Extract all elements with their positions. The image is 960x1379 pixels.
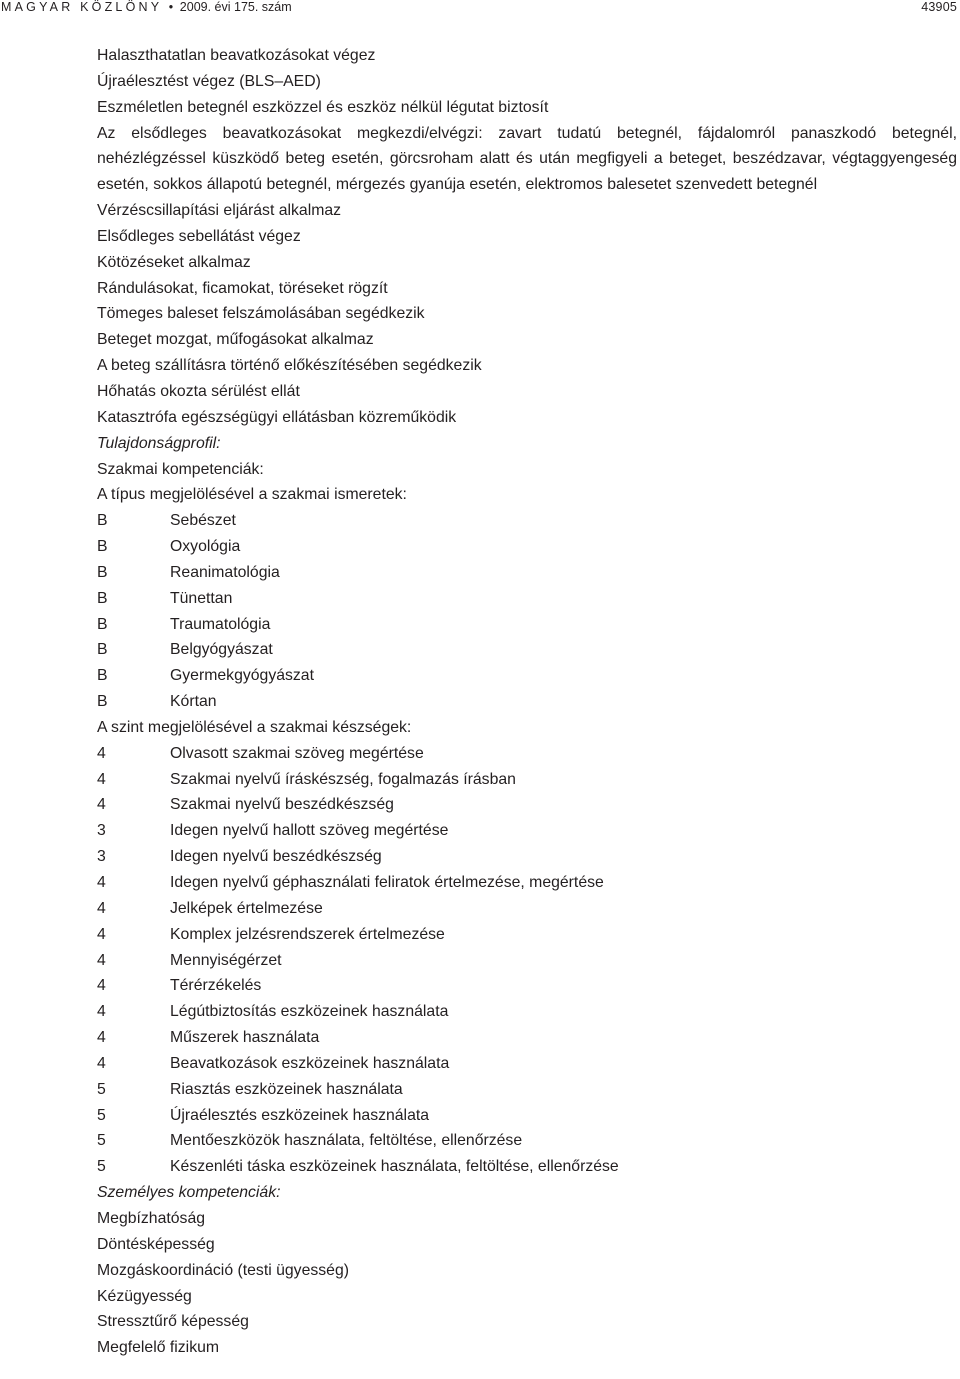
task-line: Hőhatás okozta sérülést ellát — [97, 382, 300, 400]
professional-heading: Szakmai kompetenciák: — [97, 460, 264, 478]
knowledge-type: B — [97, 693, 108, 711]
task-line: A beteg szállításra történő előkészítésében segédkezik — [97, 357, 482, 375]
skill-name: Légútbiztosítás eszközeinek használata — [170, 1003, 449, 1021]
skill-level: 5 — [97, 1132, 106, 1150]
task-line: Vérzéscsillapítási eljárást alkalmaz — [97, 202, 342, 220]
skill-name: Komplex jelzésrendszerek értelmezése — [170, 925, 445, 943]
skill-name: Újraélesztés eszközeinek használata — [170, 1106, 430, 1124]
skill-level: 5 — [97, 1158, 106, 1176]
task-line: Eszméletlen betegnél eszközzel és eszköz nélkül légutat biztosít — [97, 98, 549, 116]
personal-item: Mozgáskoordináció (testi ügyesség) — [97, 1261, 349, 1279]
knowledge-row — [97, 637, 957, 663]
skill-level: 4 — [97, 796, 106, 814]
knowledge-row — [97, 663, 957, 689]
skill-row — [97, 870, 957, 896]
task-line: Halaszthatatlan beavatkozásokat végez — [97, 47, 376, 64]
knowledge-row — [97, 560, 957, 586]
knowledge-row — [97, 586, 957, 612]
personal-item: Stressztűrő képesség — [97, 1313, 249, 1331]
skill-row — [97, 896, 957, 922]
personal-heading: Személyes kompetenciák: — [97, 1184, 281, 1202]
personal-item: Kézügyesség — [97, 1287, 192, 1305]
skill-row — [97, 1154, 957, 1180]
skill-name: Idegen nyelvű géphasználati feliratok értelmezése, megértése — [170, 874, 604, 891]
knowledge-name: Oxyológia — [170, 538, 241, 556]
skill-level: 4 — [97, 874, 106, 891]
personal-item: Megbízhatóság — [97, 1209, 206, 1227]
skill-row — [97, 1025, 957, 1051]
task-line: Rándulásokat, ficamokat, töréseket rögzít — [97, 279, 388, 297]
issue-label: 2009. évi 175. szám — [179, 0, 292, 14]
skills-heading: A szint megjelölésével a szakmai készségek: — [97, 718, 412, 736]
knowledge-type: B — [97, 512, 108, 530]
page-number: 43905 — [921, 0, 957, 14]
skill-level: 4 — [97, 951, 106, 969]
profile-heading: Tulajdonságprofil: — [97, 434, 221, 452]
knowledge-row — [97, 508, 957, 534]
skill-name: Térérzékelés — [170, 977, 262, 995]
skill-name: Szakmai nyelvű íráskészség, fogalmazás írásban — [170, 770, 516, 788]
skill-level: 4 — [97, 977, 106, 995]
knowledge-type: B — [97, 563, 108, 581]
header-bullet: • — [168, 0, 174, 14]
skill-name: Műszerek használata — [170, 1029, 320, 1047]
skill-level: 4 — [97, 899, 106, 917]
task-line: Kötözéseket alkalmaz — [97, 253, 251, 271]
knowledge-name: Gyermekgyógyászat — [170, 667, 314, 685]
running-header — [0, 0, 960, 14]
header-left — [1, 0, 292, 14]
knowledge-name: Sebészet — [170, 512, 236, 530]
knowledge-type: B — [97, 538, 108, 556]
knowledge-type: B — [97, 641, 108, 659]
skill-level: 3 — [97, 848, 106, 866]
skill-level: 4 — [97, 1029, 106, 1047]
skill-name: Mentőeszközök használata, feltöltése, ellenőrzése — [170, 1132, 523, 1150]
skill-name: Idegen nyelvű beszédkészség — [170, 848, 382, 866]
journal-title: MAGYAR KÖZLÖNY — [1, 0, 163, 14]
knowledge-type: B — [97, 589, 108, 607]
knowledge-type: B — [97, 667, 108, 685]
skill-row — [97, 999, 957, 1025]
skill-name: Riasztás eszközeinek használata — [170, 1080, 403, 1098]
skill-name: Készenléti táska eszközeinek használata, feltöltése, ellenőrzése — [170, 1158, 619, 1176]
task-line: Újraélesztést végez (BLS–AED) — [97, 72, 321, 90]
knowledge-heading: A típus megjelölésével a szakmai ismeretek: — [97, 486, 407, 504]
skill-row — [97, 1103, 957, 1129]
skill-level: 4 — [97, 1003, 106, 1021]
knowledge-name: Belgyógyászat — [170, 641, 273, 659]
knowledge-name: Reanimatológia — [170, 563, 280, 581]
knowledge-row — [97, 612, 957, 638]
skill-row — [97, 948, 957, 974]
skill-row — [97, 1051, 957, 1077]
task-line: Beteget mozgat, műfogásokat alkalmaz — [97, 331, 374, 349]
personal-item: Megfelelő fizikum — [97, 1339, 220, 1357]
task-line: Tömeges baleset felszámolásában segédkezik — [97, 305, 425, 323]
knowledge-name: Kórtan — [170, 693, 217, 711]
skill-level: 4 — [97, 1054, 106, 1072]
skill-name: Idegen nyelvű hallott szöveg megértése — [170, 822, 449, 840]
skill-name: Szakmai nyelvű beszédkészség — [170, 796, 394, 814]
skill-level: 5 — [97, 1080, 106, 1098]
personal-item: Döntésképesség — [97, 1235, 215, 1253]
skill-level: 4 — [97, 770, 106, 788]
skill-row — [97, 741, 957, 767]
skill-level: 3 — [97, 822, 106, 840]
skill-row — [97, 844, 957, 870]
task-line: Katasztrófa egészségügyi ellátásban közreműködik — [97, 408, 457, 426]
skill-level: 4 — [97, 925, 106, 943]
knowledge-name: Traumatológia — [170, 615, 271, 633]
skill-name: Mennyiségérzet — [170, 951, 282, 969]
document-body — [97, 43, 957, 1361]
task-line: Elsődleges sebellátást végez — [97, 227, 301, 245]
skill-name: Beavatkozások eszközeinek használata — [170, 1054, 450, 1072]
skill-level: 5 — [97, 1106, 106, 1124]
knowledge-name: Tünettan — [170, 589, 233, 607]
skill-row — [97, 792, 957, 818]
skill-row — [97, 1077, 957, 1103]
task-paragraph: Az elsődleges beavatkozásokat megkezdi/elvégzi: zavart tudatú betegnél, fájdalomról panaszkodó betegnél, nehézlégzéssel küszködő beteg esetén, görcsroham alatt és után megfigyeli a beteget, beszédzavar, végtaggyengeség esetén, sokkos állapotú betegnél, mérgezés gyanúja esetén, elektromos balesetet szenvedett betegnél — [97, 124, 957, 194]
knowledge-row — [97, 689, 957, 715]
skill-row — [97, 922, 957, 948]
skill-name: Jelképek értelmezése — [170, 899, 323, 917]
skill-row — [97, 767, 957, 793]
skill-row — [97, 1128, 957, 1154]
skill-row — [97, 973, 957, 999]
skill-row — [97, 818, 957, 844]
skill-level: 4 — [97, 744, 106, 762]
skill-name: Olvasott szakmai szöveg megértése — [170, 744, 424, 762]
knowledge-type: B — [97, 615, 108, 633]
knowledge-row — [97, 534, 957, 560]
